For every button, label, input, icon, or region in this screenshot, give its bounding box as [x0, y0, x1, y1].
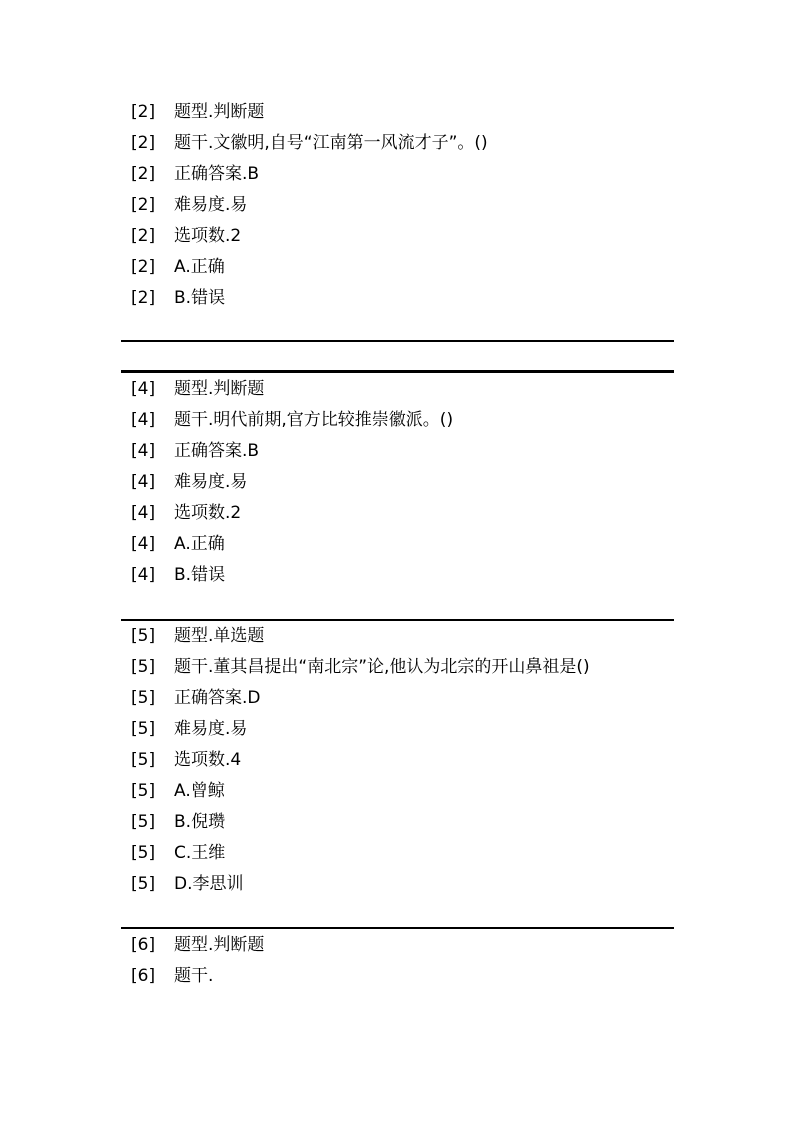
option-c: C.王维: [174, 843, 226, 863]
question-line: [131, 961, 691, 992]
question-line: [131, 283, 691, 314]
question-line: [131, 159, 691, 190]
option-count: 选项数.2: [174, 226, 242, 246]
question-line: [131, 683, 691, 714]
option-d: D.李思训: [174, 874, 244, 894]
question-number: [2]: [131, 195, 156, 215]
correct-answer: 正确答案.B: [174, 164, 260, 184]
difficulty: 难易度.易: [174, 195, 248, 215]
question-stem: 题干.文徽明,自号“江南第一风流才子”。(): [174, 133, 488, 153]
option-a: A.正确: [174, 257, 225, 277]
divider: [121, 340, 674, 342]
question-block: [131, 621, 691, 900]
question-line: [131, 930, 691, 961]
question-block: [131, 930, 691, 992]
question-number: [6]: [131, 935, 156, 955]
question-block: [131, 97, 691, 314]
question-number: [4]: [131, 379, 156, 399]
question-line: [131, 621, 691, 652]
question-number: [5]: [131, 657, 156, 677]
option-a: A.曾鲸: [174, 781, 225, 801]
question-number: [2]: [131, 288, 156, 308]
question-line: [131, 467, 691, 498]
option-b: B.错误: [174, 288, 226, 308]
correct-answer: 正确答案.B: [174, 441, 260, 461]
question-number: [2]: [131, 164, 156, 184]
question-number: [4]: [131, 565, 156, 585]
question-number: [4]: [131, 410, 156, 430]
question-number: [5]: [131, 781, 156, 801]
question-number: [5]: [131, 874, 156, 894]
question-type: 题型.判断题: [174, 102, 265, 122]
question-line: [131, 745, 691, 776]
question-number: [4]: [131, 534, 156, 554]
question-line: [131, 869, 691, 900]
question-number: [5]: [131, 688, 156, 708]
question-line: [131, 652, 691, 683]
question-line: [131, 128, 691, 159]
question-number: [4]: [131, 472, 156, 492]
question-number: [2]: [131, 133, 156, 153]
question-number: [2]: [131, 257, 156, 277]
question-line: [131, 190, 691, 221]
question-number: [4]: [131, 503, 156, 523]
question-line: [131, 436, 691, 467]
question-line: [131, 776, 691, 807]
question-number: [5]: [131, 750, 156, 770]
option-a: A.正确: [174, 534, 225, 554]
question-line: [131, 405, 691, 436]
question-line: [131, 221, 691, 252]
difficulty: 难易度.易: [174, 472, 248, 492]
question-number: [2]: [131, 102, 156, 122]
question-number: [6]: [131, 966, 156, 986]
question-line: [131, 374, 691, 405]
question-stem: 题干.明代前期,官方比较推崇徽派。(): [174, 410, 454, 430]
question-line: [131, 498, 691, 529]
question-number: [2]: [131, 226, 156, 246]
question-number: [5]: [131, 843, 156, 863]
question-stem: 题干.董其昌提出“南北宗”论,他认为北宗的开山鼻祖是(): [174, 657, 590, 677]
question-number: [5]: [131, 626, 156, 646]
question-line: [131, 529, 691, 560]
option-b: B.错误: [174, 565, 226, 585]
divider: [121, 370, 674, 373]
question-type: 题型.判断题: [174, 379, 265, 399]
question-number: [5]: [131, 719, 156, 739]
question-line: [131, 97, 691, 128]
question-line: [131, 807, 691, 838]
option-b: B.倪瓒: [174, 812, 226, 832]
difficulty: 难易度.易: [174, 719, 248, 739]
question-stem: 题干.: [174, 966, 214, 986]
option-count: 选项数.2: [174, 503, 242, 523]
question-line: [131, 714, 691, 745]
question-line: [131, 252, 691, 283]
question-number: [5]: [131, 812, 156, 832]
question-type: 题型.单选题: [174, 626, 265, 646]
question-block: [131, 374, 691, 591]
question-line: [131, 838, 691, 869]
option-count: 选项数.4: [174, 750, 242, 770]
question-type: 题型.判断题: [174, 935, 265, 955]
divider: [121, 927, 674, 929]
question-line: [131, 560, 691, 591]
correct-answer: 正确答案.D: [174, 688, 261, 708]
question-number: [4]: [131, 441, 156, 461]
